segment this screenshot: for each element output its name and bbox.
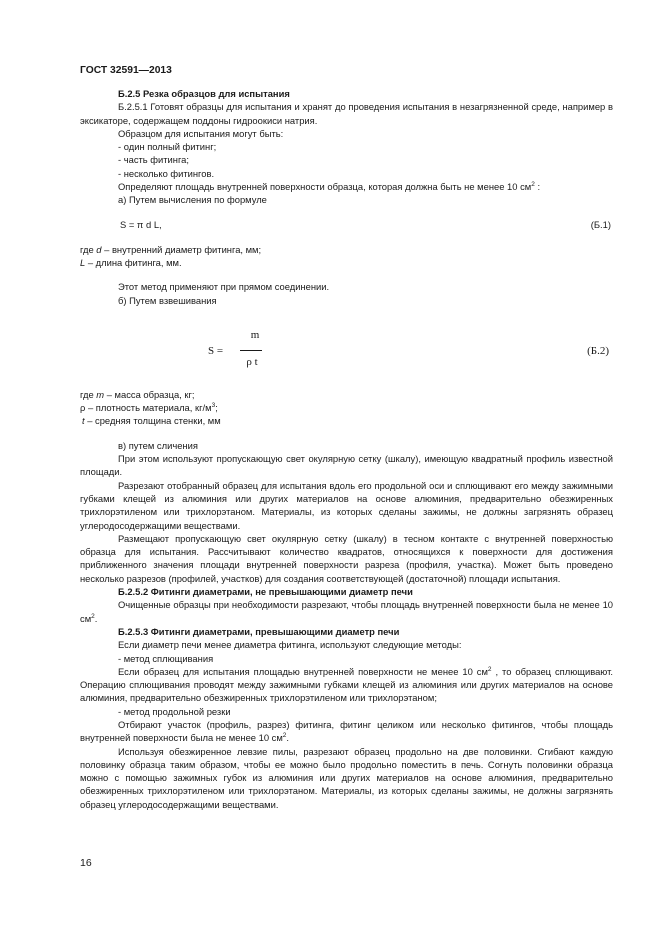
formula-denominator: ρ t (246, 355, 258, 368)
paragraph: Этот метод применяют при прямом соединении. (118, 281, 330, 293)
section-heading: Б.2.5.2 Фитинги диаметрами, не превышающими диаметр печи (118, 586, 413, 598)
paragraph: Используя обезжиренное левзие пилы, разрезают образец продольно на две половинки. Сгибают каждую половинку образца таким образом, чтобы ее можно было продольно поместить в печь. Согнуть половинки образца можно с помощью зажимных губок из алюминия или других материалов на основе алюминия, предварительно обезжиренных трихлорэтиленом или трихлорэтаном. Материалы, из которых сделаны зажимы, не должны загрязнять образец углеродосодержащими веществами. (80, 745, 613, 810)
paragraph: Б.2.5.1 Готовят образцы для испытания и хранят до проведения испытания в незагрязненной среде, например в эксикаторе, содержащем поддоны гидроокиси натрия. (80, 101, 613, 126)
document-header: ГОСТ 32591—2013 (80, 65, 172, 76)
list-item: - часть фитинга; (118, 154, 189, 166)
paragraph: Определяют площадь внутренней поверхности образца, которая должна быть не менее 10 $см^2$ : (118, 181, 541, 193)
list-item: - один полный фитинг; (118, 141, 217, 153)
formula-numerator: m (250, 328, 260, 341)
document-body (80, 87, 613, 811)
fraction-bar (240, 350, 262, 351)
formula-number: (Б.2) (587, 344, 609, 357)
paragraph: Если образец для испытания площадью внутренней поверхности не менее 10 $см^2$ , то образец сплющивают. Операцию сплющивания проводят между зажимными губками клещей из алюминия или других материалов на основе алюминия, предварительно обезжиренных трихлорэтиленом или трихлорэтаном; (80, 665, 613, 704)
section-heading: Б.2.5.3 Фитинги диаметрами, превышающими диаметр печи (118, 625, 400, 637)
list-item: - метод сплющивания (118, 652, 214, 664)
page-number: 16 (80, 857, 92, 869)
paragraph: Отбирают участок (профиль, разрез) фитинга, фитинг целиком или несколько фитингов, чтобы площадь внутренней поверхности была не менее 10 $см^2$. (80, 718, 613, 744)
paragraph: Размещают пропускающую свет окулярную сетку (шкалу) в тесном контакте с внутренней поверхностью образца для испытания. Рассчитывают количество квадратов, относящихся к поверхности для достижения приближенного значения площади внутренней поверхности разреза (профиля, участка). Может быть проведено несколько разрезов (профилей, участков) для создания соответствующей (достаточной) площади испытания. (80, 532, 613, 584)
paragraph: При этом используют пропускающую свет окулярную сетку (шкалу), имеющую квадратный профиль известной площади. (80, 453, 613, 478)
paragraph: в) путем сличения (118, 439, 198, 451)
where-line: L – длина фитинга, мм. (80, 256, 182, 268)
formula-b1 (80, 218, 613, 232)
where-line: где d – внутренний диаметр фитинга, мм; (80, 243, 262, 255)
paragraph: Очищенные образцы при необходимости разрезают, чтобы площадь внутренней поверхности была не менее 10 $см^2$. (80, 599, 613, 624)
formula-expression: S = π d L, (120, 218, 162, 230)
list-item: - несколько фитингов. (118, 167, 215, 179)
where-line: t – средняя толщина стенки, мм (82, 415, 221, 427)
where-line: ρ – плотность материала, $кг/м^3$; (80, 402, 218, 414)
paragraph: Разрезают отобранный образец для испытания вдоль его продольной оси и сплющивают его между зажимными губками клещей из алюминия или других материалов на основе алюминия, предварительно обезжиренных трихлорэтиленом или трихлорэтаном. Материалы, из которых сделаны зажимы, не должны загрязнять образец углеродосодержащими веществами. (80, 479, 613, 531)
paragraph: Образцом для испытания могут быть: (118, 127, 284, 139)
paragraph: б) Путем взвешивания (118, 294, 217, 306)
section-heading: Б.2.5 Резка образцов для испытания (118, 88, 290, 99)
paragraph: Если диаметр печи менее диаметра фитинга, используют следующие методы: (118, 639, 462, 651)
paragraph: а) Путем вычисления по формуле (118, 194, 267, 206)
formula-number: (Б.1) (590, 218, 611, 230)
formula-lhs: S = (208, 344, 224, 357)
where-line: где m – масса образца, кг; (80, 388, 195, 400)
list-item: - метод продольной резки (118, 705, 231, 717)
formula-b2 (80, 329, 613, 377)
